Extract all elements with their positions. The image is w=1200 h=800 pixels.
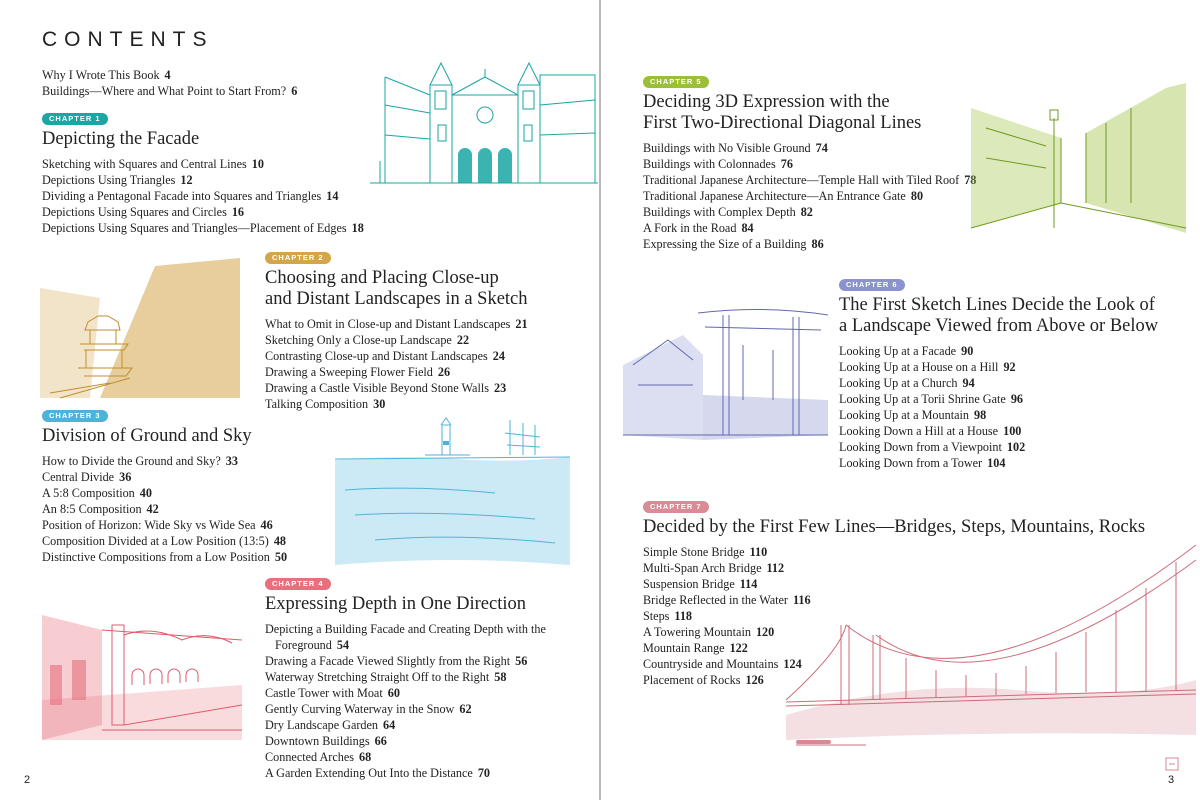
chapter-title[interactable]: Decided by the First Few Lines—Bridges, Steps, Mountains, Rocks: [643, 517, 1146, 537]
toc-entry[interactable]: Looking Up at a House on a Hill 92: [839, 360, 1016, 374]
chapter-title[interactable]: Choosing and Placing Close-up and Distant Landscapes in a Sketch: [265, 268, 528, 309]
toc-entry[interactable]: How to Divide the Ground and Sky? 33: [42, 454, 238, 468]
toc-entry[interactable]: Central Divide 36: [42, 470, 132, 484]
chapter-badge: CHAPTER 5: [643, 76, 709, 88]
toc-entry[interactable]: Simple Stone Bridge 110: [643, 545, 768, 559]
chapter-4: [265, 573, 555, 781]
toc-entry[interactable]: A Towering Mountain 120: [643, 625, 775, 639]
toc-entry[interactable]: A Fork in the Road 84: [643, 221, 754, 235]
arches-colonnade-illustration: [42, 605, 242, 740]
toc-entry[interactable]: Sketching Only a Close-up Landscape 22: [265, 333, 470, 347]
chapter-entries: [42, 156, 364, 236]
chapter-entries: [643, 140, 976, 252]
toc-entry[interactable]: Talking Composition 30: [265, 397, 386, 411]
toc-entry[interactable]: Steps 118: [643, 609, 693, 623]
torii-gate-illustration: [623, 305, 833, 445]
toc-entry[interactable]: Drawing a Sweeping Flower Field 26: [265, 365, 451, 379]
toc-entry[interactable]: A 5:8 Composition 40: [42, 486, 152, 500]
castle-sketch-illustration: [40, 258, 240, 398]
chapter-1: [42, 108, 364, 236]
toc-entry[interactable]: Looking Up at a Mountain 98: [839, 408, 987, 422]
page-number-left: 2: [24, 774, 31, 786]
toc-entry[interactable]: Buildings with Complex Depth 82: [643, 205, 813, 219]
toc-entry[interactable]: Why I Wrote This Book 4: [42, 68, 171, 82]
toc-entry[interactable]: Distinctive Compositions from a Low Position 50: [42, 550, 288, 564]
chapter-badge: CHAPTER 1: [42, 113, 108, 125]
toc-entry[interactable]: Looking Up at a Church 94: [839, 376, 975, 390]
chapter-badge: CHAPTER 3: [42, 410, 108, 422]
toc-entry[interactable]: Depictions Using Triangles 12: [42, 173, 193, 187]
chapter-title[interactable]: Depicting the Facade: [42, 129, 200, 149]
toc-entry[interactable]: Depicting a Building Facade and Creating Depth with the Foreground 54: [265, 622, 546, 652]
toc-entry[interactable]: Downtown Buildings 66: [265, 734, 387, 748]
toc-entry[interactable]: A Garden Extending Out Into the Distance 70: [265, 766, 490, 780]
sea-lighthouse-illustration: [335, 415, 570, 565]
toc-entry[interactable]: Buildings with Colonnades 76: [643, 157, 793, 171]
right-page: [601, 0, 1200, 800]
chapter-2: [265, 247, 528, 412]
toc-entry[interactable]: Looking Down a Hill at a House 100: [839, 424, 1022, 438]
toc-entry[interactable]: Composition Divided at a Low Position (13:5) 48: [42, 534, 287, 548]
chapter-title[interactable]: Division of Ground and Sky: [42, 426, 252, 446]
chapter-title[interactable]: Expressing Depth in One Direction: [265, 594, 526, 614]
toc-entry[interactable]: Looking Up at a Torii Shrine Gate 96: [839, 392, 1023, 406]
toc-entry[interactable]: Bridge Reflected in the Water 116: [643, 593, 811, 607]
toc-entry[interactable]: Looking Down from a Viewpoint 102: [839, 440, 1026, 454]
toc-entry[interactable]: An 8:5 Composition 42: [42, 502, 159, 516]
toc-entry[interactable]: Looking Down from a Tower 104: [839, 456, 1006, 470]
left-page: [0, 0, 599, 800]
toc-entry[interactable]: What to Omit in Close-up and Distant Landscapes 21: [265, 317, 528, 331]
chapter-badge: CHAPTER 4: [265, 578, 331, 590]
toc-entry[interactable]: Traditional Japanese Architecture—An Entrance Gate 80: [643, 189, 924, 203]
page-number-right: 3: [1168, 774, 1175, 786]
toc-entry[interactable]: Contrasting Close-up and Distant Landscapes 24: [265, 349, 505, 363]
toc-entry[interactable]: Countryside and Mountains 124: [643, 657, 802, 671]
toc-entry[interactable]: Connected Arches 68: [265, 750, 372, 764]
chapter-entries: [42, 453, 287, 565]
chapter-3: [42, 405, 287, 565]
chapter-5: [643, 71, 976, 252]
toc-entry[interactable]: Buildings with No Visible Ground 74: [643, 141, 828, 155]
church-sketch-illustration: [370, 55, 598, 195]
toc-entry[interactable]: Expressing the Size of a Building 86: [643, 237, 824, 251]
toc-entry[interactable]: Sketching with Squares and Central Lines 10: [42, 157, 264, 171]
toc-entry[interactable]: Drawing a Castle Visible Beyond Stone Walls 23: [265, 381, 507, 395]
toc-entry[interactable]: Multi-Span Arch Bridge 112: [643, 561, 785, 575]
street-corner-illustration: [966, 78, 1191, 233]
toc-entry[interactable]: Placement of Rocks 126: [643, 673, 764, 687]
toc-entry[interactable]: Drawing a Facade Viewed Slightly from the Right 56: [265, 654, 528, 668]
toc-entry[interactable]: Castle Tower with Moat 60: [265, 686, 400, 700]
intro-entries: [42, 67, 297, 99]
chapter-title[interactable]: The First Sketch Lines Decide the Look of a Landscape Viewed from Above or Below: [839, 295, 1159, 336]
toc-entry[interactable]: Traditional Japanese Architecture—Temple Hall with Tiled Roof 78: [643, 173, 977, 187]
toc-entry[interactable]: Looking Up at a Facade 90: [839, 344, 974, 358]
suspension-bridge-illustration: [786, 540, 1196, 780]
toc-entry[interactable]: Suspension Bridge 114: [643, 577, 758, 591]
chapter-badge: CHAPTER 6: [839, 279, 905, 291]
toc-entry[interactable]: Depictions Using Squares and Triangles—Placement of Edges 18: [42, 221, 364, 235]
toc-entry[interactable]: Gently Curving Waterway in the Snow 62: [265, 702, 472, 716]
chapter-entries: [265, 316, 528, 412]
toc-entry[interactable]: Waterway Stretching Straight Off to the Right 58: [265, 670, 507, 684]
chapter-entries: [265, 621, 555, 781]
toc-entry[interactable]: Depictions Using Squares and Circles 16: [42, 205, 244, 219]
chapter-title[interactable]: Deciding 3D Expression with the First Two-Directional Diagonal Lines: [643, 92, 922, 133]
toc-entry[interactable]: Mountain Range 122: [643, 641, 748, 655]
chapter-badge: CHAPTER 2: [265, 252, 331, 264]
toc-entry[interactable]: Buildings—Where and What Point to Start From? 6: [42, 84, 298, 98]
contents-heading: CONTENTS: [42, 28, 214, 51]
toc-entry[interactable]: Dividing a Pentagonal Facade into Squares and Triangles 14: [42, 189, 339, 203]
chapter-badge: CHAPTER 7: [643, 501, 709, 513]
chapter-entries: [839, 343, 1158, 471]
toc-entry[interactable]: Dry Landscape Garden 64: [265, 718, 396, 732]
toc-entry[interactable]: Position of Horizon: Wide Sky vs Wide Sea 46: [42, 518, 273, 532]
chapter-6: [839, 274, 1158, 471]
